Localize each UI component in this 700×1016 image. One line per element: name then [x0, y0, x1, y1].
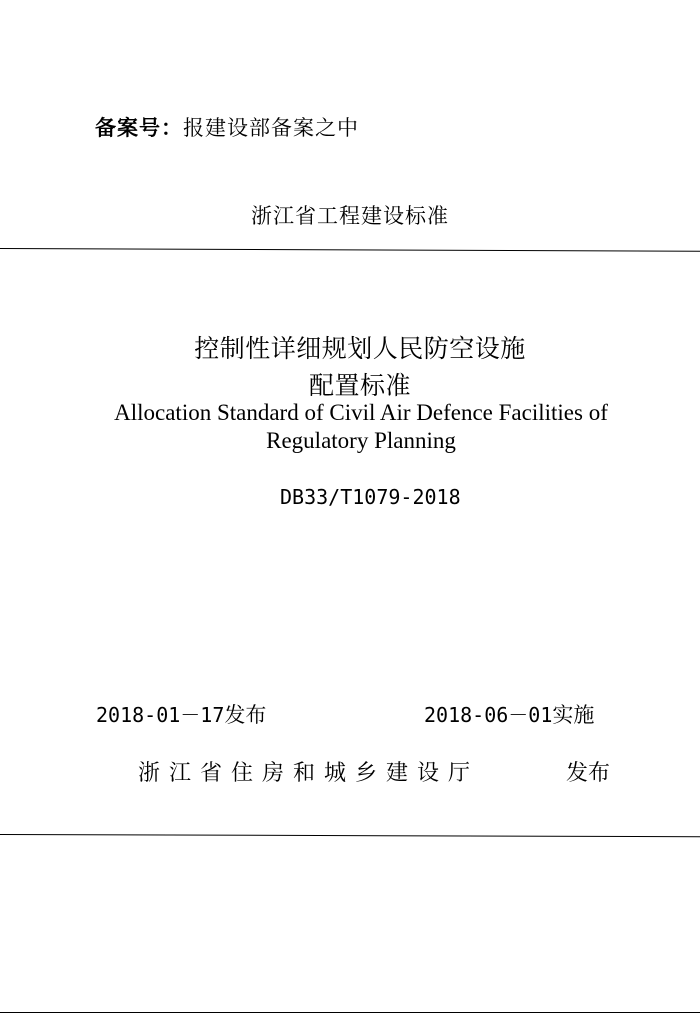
implementation-date-value: 2018-06－01: [424, 703, 553, 727]
standard-code: DB33/T1079-2018: [280, 485, 461, 509]
bottom-divider: [0, 834, 700, 837]
chinese-title-line-2: 配置标准: [308, 371, 411, 400]
record-number-label: 备案号：: [95, 116, 183, 140]
page-bottom-line: [0, 1012, 700, 1013]
issue-date-label: 发布: [224, 703, 267, 727]
implementation-date: [424, 699, 594, 729]
record-number-value: 报建设部备案之中: [183, 116, 359, 140]
issuing-action: 发布: [566, 761, 611, 786]
issuing-authority: 浙江省住房和城乡建设厅: [138, 761, 480, 786]
issue-date: [96, 699, 266, 729]
record-number: [95, 112, 359, 142]
implementation-date-label: 实施: [552, 703, 595, 727]
issue-date-value: 2018-01－17: [96, 703, 225, 727]
chinese-title-line-1: 控制性详细规划人民防空设施: [194, 334, 526, 363]
top-divider: [0, 248, 700, 252]
english-title-line-2: Regulatory Planning: [266, 428, 456, 453]
english-title-line-1: Allocation Standard of Civil Air Defence Facilities of: [114, 400, 608, 425]
standard-series-title: 浙江省工程建设标准: [251, 204, 449, 228]
